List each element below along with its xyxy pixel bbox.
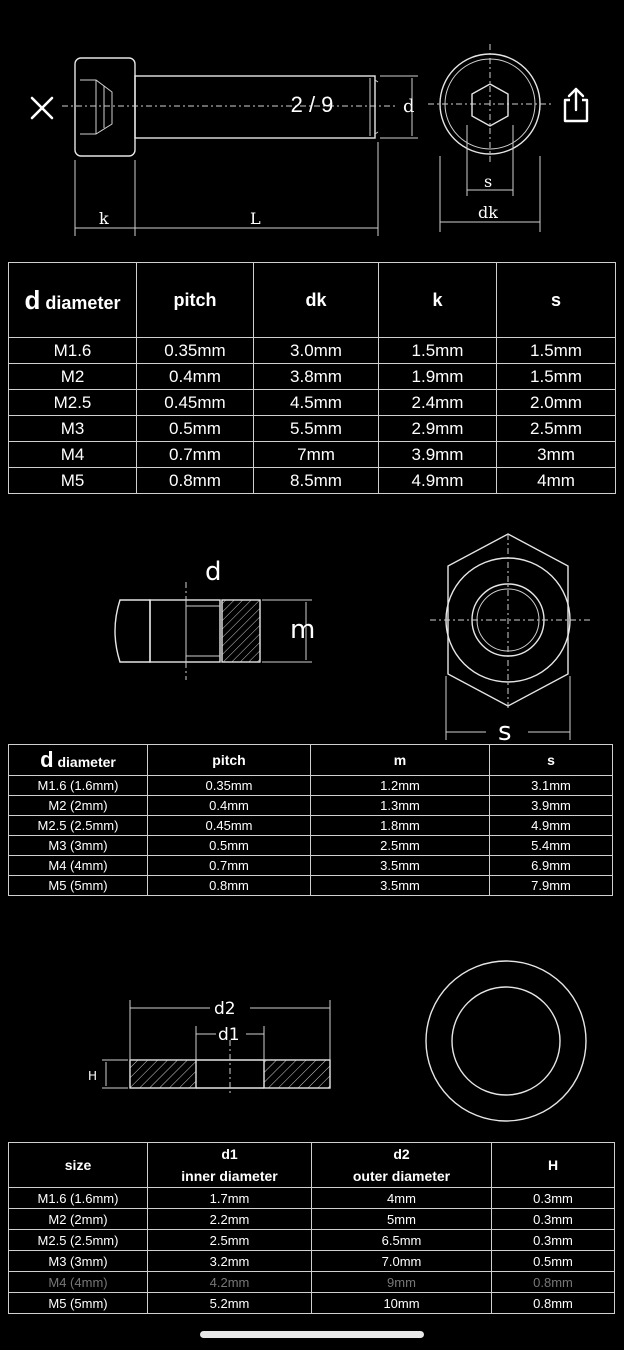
table-header-row <box>9 745 613 776</box>
home-indicator[interactable] <box>200 1331 424 1338</box>
washer-table <box>8 1142 615 1314</box>
close-icon[interactable] <box>26 92 58 124</box>
header-s: s <box>497 263 616 338</box>
nut-side-chamfer <box>115 600 150 662</box>
washer-drawing <box>0 960 624 1140</box>
table-row: M2 (2mm) 0.4mm 1.3mm 3.9mm <box>9 796 613 816</box>
header-s: s <box>490 745 613 776</box>
header-H: H <box>492 1143 615 1188</box>
label-d: d <box>403 96 415 117</box>
label-m: m <box>290 615 316 645</box>
table-row: M2 0.4mm 3.8mm 1.9mm 1.5mm <box>9 364 616 390</box>
header-pitch: pitch <box>137 263 254 338</box>
table-row: M2.5 0.45mm 4.5mm 2.4mm 2.0mm <box>9 390 616 416</box>
header-k: k <box>379 263 497 338</box>
table-header-row <box>9 263 616 338</box>
table-row: M5 0.8mm 8.5mm 4.9mm 4mm <box>9 468 616 494</box>
table-row: M2 (2mm) 2.2mm 5mm 0.3mm <box>9 1209 615 1230</box>
share-button[interactable] <box>560 86 592 124</box>
close-button[interactable] <box>26 92 58 124</box>
table-row: M3 (3mm) 0.5mm 2.5mm 5.4mm <box>9 836 613 856</box>
nut-drawing <box>0 520 624 770</box>
table-row: M1.6 (1.6mm) 1.7mm 4mm 0.3mm <box>9 1188 615 1209</box>
header-m: m <box>311 745 490 776</box>
screw-drawing <box>0 0 624 250</box>
table-row: M3 0.5mm 5.5mm 2.9mm 2.5mm <box>9 416 616 442</box>
label-d2: d2 <box>214 999 236 1019</box>
table-row: M1.6 (1.6mm) 0.35mm 1.2mm 3.1mm <box>9 776 613 796</box>
label-dk: dk <box>478 203 498 222</box>
screw-head <box>75 58 135 156</box>
washer-section-left <box>130 1060 196 1088</box>
table-row: M3 (3mm) 3.2mm 7.0mm 0.5mm <box>9 1251 615 1272</box>
share-icon[interactable] <box>560 86 592 124</box>
table-row: M5 (5mm) 5.2mm 10mm 0.8mm <box>9 1293 615 1314</box>
header-d-diameter: d diameter <box>9 263 137 338</box>
nut-side-body <box>150 600 220 662</box>
header-d2: d2 outer diameter <box>312 1143 492 1188</box>
label-H: H <box>88 1069 98 1083</box>
header-size: size <box>9 1143 148 1188</box>
table-row: M4 0.7mm 7mm 3.9mm 3mm <box>9 442 616 468</box>
screw-table <box>8 262 616 494</box>
table-row: M4 (4mm) 4.2mm 9mm 0.8mm <box>9 1272 615 1293</box>
label-k: k <box>99 209 109 228</box>
washer-section-right <box>264 1060 330 1088</box>
label-d1: d1 <box>218 1025 240 1045</box>
table-row: M4 (4mm) 0.7mm 3.5mm 6.9mm <box>9 856 613 876</box>
table-row: M5 (5mm) 0.8mm 3.5mm 7.9mm <box>9 876 613 896</box>
label-s: s <box>484 172 493 191</box>
washer-inner-circle <box>452 987 560 1095</box>
table-header-row <box>9 1143 615 1188</box>
nut-table <box>8 744 613 896</box>
header-dk: dk <box>254 263 379 338</box>
washer-outer-circle <box>426 961 586 1121</box>
header-pitch: pitch <box>148 745 311 776</box>
header-d-diameter: d diameter <box>9 745 148 776</box>
table-row: M2.5 (2.5mm) 2.5mm 6.5mm 0.3mm <box>9 1230 615 1251</box>
image-counter: 2 / 9 <box>290 92 334 117</box>
table-row: M1.6 0.35mm 3.0mm 1.5mm 1.5mm <box>9 338 616 364</box>
table-row: M2.5 (2.5mm) 0.45mm 1.8mm 4.9mm <box>9 816 613 836</box>
label-d: d <box>205 557 222 587</box>
label-s: s <box>498 717 512 747</box>
header-d1: d1 inner diameter <box>148 1143 312 1188</box>
label-L: L <box>250 209 261 228</box>
